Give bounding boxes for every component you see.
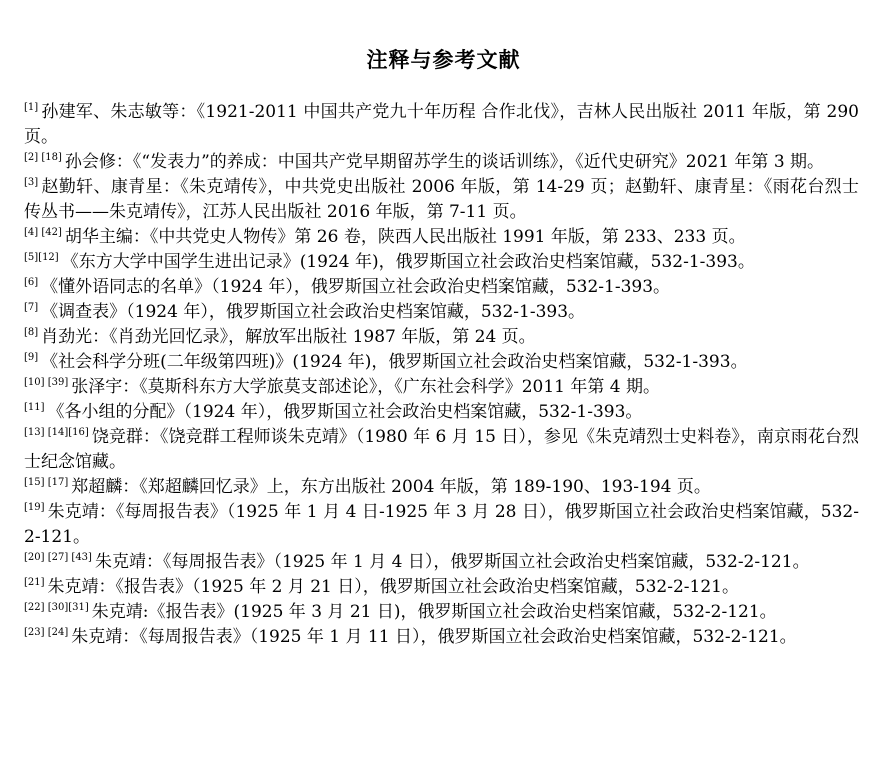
note-text: 郑超麟：《郑超麟回忆录》上，东方出版社 2004 年版，第 189-190、193-194 页。 <box>71 477 711 497</box>
note-ref-markers: [22] [30][31] <box>24 602 89 613</box>
note-item <box>24 150 859 175</box>
note-ref-markers: [11] <box>24 402 45 413</box>
note-ref-markers: [13] [14][16] <box>24 427 89 438</box>
notes-list <box>24 100 859 650</box>
note-text: 饶竞群：《饶竞群工程师谈朱克靖》（1980 年 6 月 15 日），参见《朱克靖烈士史料卷》，南京雨花台烈士纪念馆藏。 <box>24 427 859 472</box>
note-item <box>24 625 859 650</box>
note-ref-markers: [2] [18] <box>24 152 62 163</box>
note-item <box>24 550 859 575</box>
note-text: 肖劲光：《肖劲光回忆录》，解放军出版社 1987 年版，第 24 页。 <box>41 327 536 347</box>
note-item <box>24 100 859 150</box>
note-item <box>24 600 859 625</box>
note-ref-markers: [21] <box>24 577 45 588</box>
note-text: 朱克靖：《每周报告表》（1925 年 1 月 4 日-1925 年 3 月 28 日），俄罗斯国立社会政治史档案馆藏，532-2-121。 <box>24 502 859 547</box>
note-item <box>24 350 859 375</box>
note-item <box>24 475 859 500</box>
note-ref-markers: [15] [17] <box>24 477 69 488</box>
note-ref-markers: [23] [24] <box>24 627 69 638</box>
note-text: 赵勤轩、康青星：《朱克靖传》，中共党史出版社 2006 年版，第 14-29 页；赵勤轩、康青星：《雨花台烈士传丛书——朱克靖传》，江苏人民出版社 2016 年版，第 7-11 页。 <box>24 177 859 222</box>
note-text: 朱克靖：《报告表》（1925 年 2 月 21 日），俄罗斯国立社会政治史档案馆藏，532-2-121。 <box>47 577 739 597</box>
note-ref-markers: [6] <box>24 277 39 288</box>
note-item <box>24 425 859 475</box>
note-text: 朱克靖：《每周报告表》（1925 年 1 月 4 日），俄罗斯国立社会政治史档案馆藏，532-2-121。 <box>94 552 810 572</box>
note-text: 张泽宇：《莫斯科东方大学旅莫支部述论》，《广东社会科学》2011 年第 4 期。 <box>71 377 661 397</box>
note-text: 朱克靖：《每周报告表》（1925 年 1 月 11 日），俄罗斯国立社会政治史档案馆藏，532-2-121。 <box>71 627 797 647</box>
note-ref-markers: [9] <box>24 352 39 363</box>
note-ref-markers: [4] [42] <box>24 227 62 238</box>
note-item <box>24 300 859 325</box>
note-text: 《各小组的分配》（1924 年），俄罗斯国立社会政治史档案馆藏，532-1-393。 <box>47 402 643 422</box>
note-text: 《东方大学中国学生进出记录》(1924 年)，俄罗斯国立社会政治史档案馆藏，532-1-393。 <box>61 252 755 272</box>
note-item <box>24 175 859 225</box>
note-item <box>24 325 859 350</box>
page-title: 注释与参考文献 <box>366 47 521 72</box>
note-ref-markers: [8] <box>24 327 39 338</box>
note-item <box>24 225 859 250</box>
note-ref-markers: [19] <box>24 502 45 513</box>
note-ref-markers: [10] [39] <box>24 377 69 388</box>
note-ref-markers: [20] [27] [43] <box>24 552 92 563</box>
note-item <box>24 250 859 275</box>
note-text: 孙建军、朱志敏等：《1921-2011 中国共产党九十年历程 合作北伐》，吉林人民出版社 2011 年版，第 290 页。 <box>24 102 859 147</box>
note-item <box>24 575 859 600</box>
note-ref-markers: [3] <box>24 177 39 188</box>
note-text: 《调查表》（1924 年），俄罗斯国立社会政治史档案馆藏，532-1-393。 <box>41 302 586 322</box>
note-item <box>24 375 859 400</box>
note-text: 胡华主编：《中共党史人物传》第 26 卷，陕西人民出版社 1991 年版，第 233、233 页。 <box>64 227 746 247</box>
note-text: 《社会科学分班(二年级第四班)》(1924 年)，俄罗斯国立社会政治史档案馆藏，532-1-393。 <box>41 352 748 372</box>
note-text: 《懂外语同志的名单》（1924 年），俄罗斯国立社会政治史档案馆藏，532-1-393。 <box>41 277 671 297</box>
note-ref-markers: [7] <box>24 302 39 313</box>
note-ref-markers: [5][12] <box>24 252 59 263</box>
note-ref-markers: [1] <box>24 102 39 113</box>
note-text: 孙会修：《“发表力”的养成：中国共产党早期留苏学生的谈话训练》，《近代史研究》2021 年第 3 期。 <box>64 152 825 172</box>
note-item <box>24 275 859 300</box>
note-item <box>24 500 859 550</box>
note-item <box>24 400 859 425</box>
note-text: 朱克靖:《报告表》(1925 年 3 月 21 日)，俄罗斯国立社会政治史档案馆藏，532-2-121。 <box>91 602 777 622</box>
